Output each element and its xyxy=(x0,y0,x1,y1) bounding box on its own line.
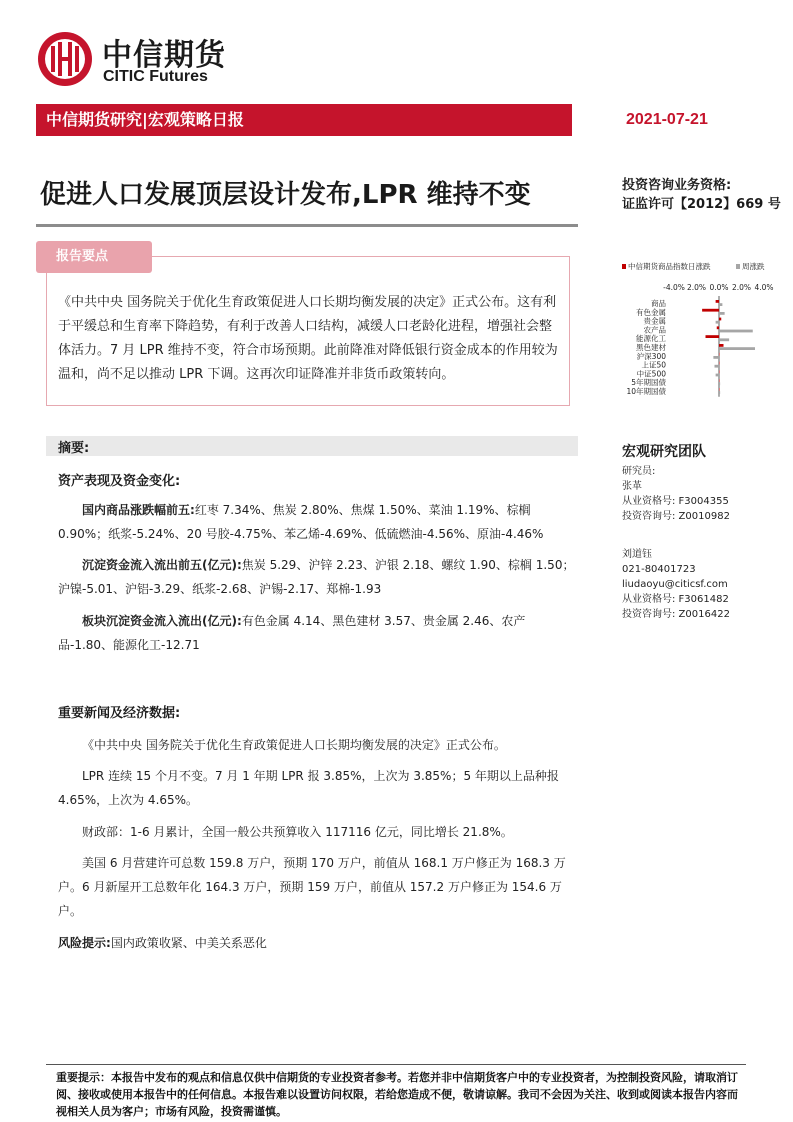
asset-performance-title: 资产表现及资金变化: xyxy=(58,474,181,489)
risk-warning xyxy=(58,933,267,953)
chart-bar xyxy=(719,391,720,394)
commodity-top5-text: 红枣 7.34%、焦炭 2.80%、焦煤 1.50%、菜油 1.19%、棕榈 0.90%；纸浆-5.24%、20 号胶-4.75%、苯乙烯-4.69%、低硫燃油-4.56%、原油-4.46% xyxy=(58,503,544,541)
chart-axis xyxy=(626,283,773,397)
sector-flow-paragraph xyxy=(58,609,578,657)
news-item: 美国 6 月营建许可总数 159.8 万户，预期 170 万户，前值从 168.1 万户修正为 168.3 万户。6 月新屋开工总数年化 164.3 万户，预期 159 万户，前值从 157.2 万户修正为 154.6 万户。 xyxy=(58,856,566,918)
commodity-top5-paragraph xyxy=(58,498,578,546)
chart-bar xyxy=(706,335,720,338)
category-label: 黑色建材 xyxy=(636,343,666,352)
news-item: 财政部：1-6 月累计，全国一般公共预算收入 117116 亿元，同比增长 21.8%。 xyxy=(82,825,513,839)
chart-bar xyxy=(713,356,719,359)
researcher-email[interactable]: liudaoyu@citicsf.com xyxy=(622,579,728,590)
news-item: LPR 连续 15 个月不变。7 月 1 年期 LPR 报 3.85%，上次为 3.85%；5 年期以上品种报 4.65%，上次为 4.65%。 xyxy=(58,769,559,807)
chart-bar xyxy=(719,330,753,333)
news-item: 《中共中央 国务院关于优化生育政策促进人口长期均衡发展的决定》正式公布。 xyxy=(82,738,506,752)
category-label: 能源化工 xyxy=(636,334,666,344)
x-tick-label: 0.0% xyxy=(709,283,729,292)
chart-bar xyxy=(715,365,720,368)
chart-bar xyxy=(716,321,719,324)
fund-flow-top5-paragraph xyxy=(58,553,578,601)
chart-bar xyxy=(716,374,719,377)
chart-legend xyxy=(622,261,765,271)
summary-header-bar xyxy=(46,436,578,456)
researcher-cert: 从业资格号: F3061482 xyxy=(622,594,729,605)
license-label: 投资咨询业务资格: xyxy=(622,178,732,193)
license-number: 证监许可【2012】669 号 xyxy=(622,197,781,212)
researcher-consult: 投资咨询号: Z0010982 xyxy=(622,511,730,522)
x-tick-label: -4.0% xyxy=(663,283,685,292)
researcher-name: 张革 xyxy=(622,481,642,492)
commodity-index-chart xyxy=(612,256,782,416)
category-label: 上证50 xyxy=(641,360,666,370)
x-tick-label: 2.0% xyxy=(731,283,752,292)
chart-bar xyxy=(719,379,720,382)
logo-chinese-name: 中信期货 xyxy=(102,38,226,73)
footer-divider xyxy=(46,1064,746,1065)
chart-bar xyxy=(719,318,721,321)
chart-bar xyxy=(719,353,720,356)
risk-text: 国内政策收紧、中美关系恶化 xyxy=(110,936,267,950)
legend-swatch xyxy=(736,264,740,269)
researcher-name: 刘道钰 xyxy=(622,549,652,560)
researcher-cert: 从业资格号: F3004355 xyxy=(622,496,729,507)
report-date: 2021-07-21 xyxy=(626,111,708,128)
summary-title: 摘要: xyxy=(58,441,90,456)
category-label: 沪深300 xyxy=(636,351,666,361)
category-label: 农产品 xyxy=(643,325,666,335)
category-label: 贵金属 xyxy=(643,316,666,326)
commodity-top5-label: 国内商品涨跌幅前五: xyxy=(82,503,195,517)
sector-flow-text: 有色金属 4.14、黑色建材 3.57、贵金属 2.46、农产品-1.80、能源化工-12.71 xyxy=(58,614,526,652)
category-label: 10年期国债 xyxy=(626,387,666,396)
category-label: 有色金属 xyxy=(636,307,666,317)
title-divider xyxy=(36,224,578,227)
fund-flow-top5-label: 沉淀资金流入流出前五(亿元): xyxy=(82,558,242,572)
category-label: 商品 xyxy=(651,299,666,308)
chart-bar xyxy=(719,338,729,341)
researcher-consult: 投资咨询号: Z0016422 xyxy=(622,609,730,620)
risk-label: 风险提示: xyxy=(58,936,111,950)
chart-bar xyxy=(716,300,719,303)
highlights-tab: 报告要点 xyxy=(36,241,152,273)
report-title: 促进人口发展顶层设计发布,LPR 维持不变 xyxy=(40,180,531,210)
legend-label: 中信期货商品指数日涨跌 xyxy=(628,262,711,271)
chart-bar xyxy=(719,370,720,373)
chart-bar xyxy=(702,309,719,312)
news-title: 重要新闻及经济数据: xyxy=(58,706,181,721)
sector-flow-label: 板块沉淀资金流入流出(亿元): xyxy=(82,614,242,628)
logo-english-name: CITIC Futures xyxy=(103,68,208,85)
researcher-label: 研究员: xyxy=(622,466,656,477)
category-label: 中证500 xyxy=(636,369,666,379)
legend-label: 周涨跌 xyxy=(742,262,765,271)
citic-logo-icon xyxy=(36,30,94,88)
disclaimer: 重要提示：本报告中发布的观点和信息仅供中信期货的专业投资者参考。若您并非中信期货客户中的专业投资者，为控制投资风险，请取消订阅、接收或使用本报告中的任何信息。本报告难以设置访问权限，若给您造成不便，敬请谅解。我司不会因为关注、收到或阅读本报告内容而视相关人员为客户；市场有风险，投资需谨慎。 xyxy=(56,1071,738,1118)
report-section-label: 中信期货研究|宏观策略日报 xyxy=(46,110,244,129)
fund-flow-top5-text: 焦炭 5.29、沪锌 2.23、沪银 2.18、螺纹 1.90、棕榈 1.50；沪镍-5.01、沪铝-3.29、纸浆-2.68、沪锡-2.17、郑棉-1.93 xyxy=(58,558,575,596)
chart-bar xyxy=(719,312,725,315)
chart-bar xyxy=(719,344,724,347)
chart-bar xyxy=(719,382,720,385)
chart-bar xyxy=(719,303,722,306)
highlights-text: 《中共中央 国务院关于优化生育政策促进人口长期均衡发展的决定》正式公布。这有利于平缓总和生育率下降趋势，有利于改善人口结构，减缓人口老龄化进程，增强社会整体活力。7 月 LPR 维持不变，符合市场预期。此前降准对降低银行资金成本的作用较为温和，尚不足以推动 LPR 下调。这再次印证降准并非货币政策转向。 xyxy=(58,295,558,382)
x-tick-label: 2.0% xyxy=(686,283,707,292)
x-tick-label: 4.0% xyxy=(754,283,774,292)
category-label: 5年期国债 xyxy=(631,378,666,388)
chart-bars xyxy=(702,300,755,394)
chart-bar xyxy=(719,388,720,391)
chart-bar xyxy=(719,347,755,350)
legend-swatch xyxy=(622,264,626,269)
researcher-phone: 021-80401723 xyxy=(622,564,696,575)
chart-bar xyxy=(719,362,720,365)
chart-bar xyxy=(717,326,719,329)
team-title: 宏观研究团队 xyxy=(622,444,706,460)
